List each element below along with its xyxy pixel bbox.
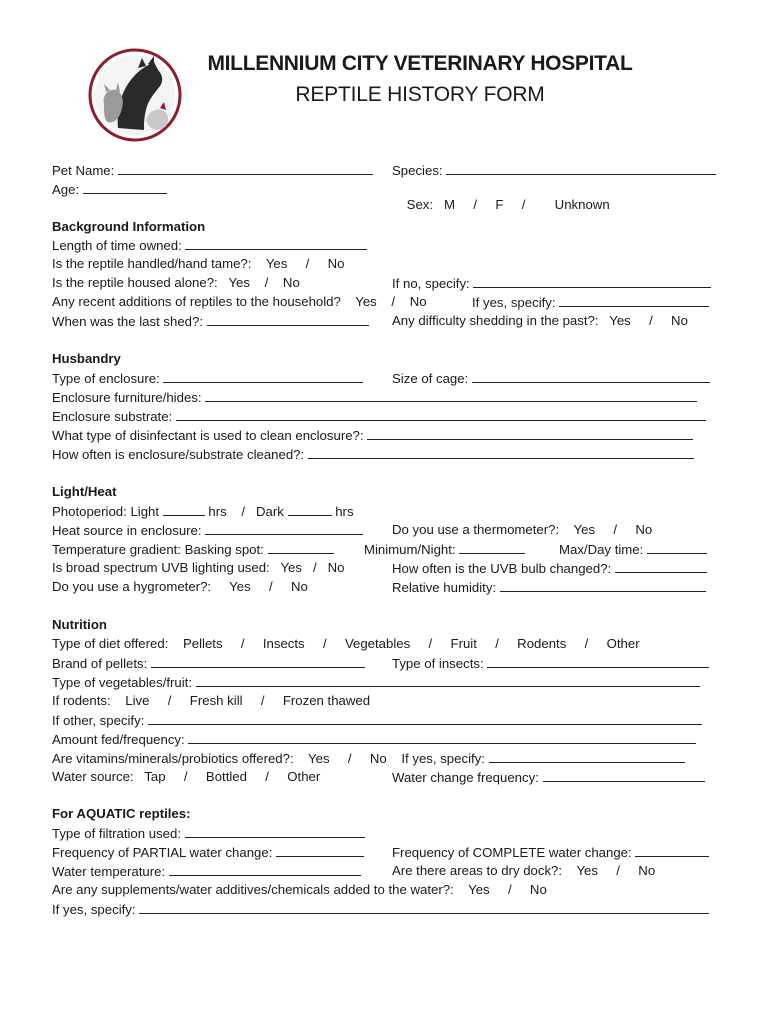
water-temp-label: Water temperature: bbox=[52, 864, 166, 879]
shed-label: When was the last shed?: bbox=[52, 314, 204, 329]
humidity-field[interactable] bbox=[500, 579, 706, 592]
amount-label: Amount fed/frequency: bbox=[52, 732, 185, 747]
age-row bbox=[52, 181, 167, 198]
filtration-label: Type of filtration used: bbox=[52, 826, 182, 841]
species-field[interactable] bbox=[446, 162, 716, 175]
complete-row bbox=[392, 844, 709, 861]
enclosure-row bbox=[52, 370, 363, 387]
insects-label: Type of insects: bbox=[392, 656, 484, 671]
maxday-field[interactable] bbox=[647, 541, 707, 554]
age-label: Age: bbox=[52, 182, 80, 197]
light-hours-field[interactable] bbox=[163, 503, 205, 516]
other-label: If other, specify: bbox=[52, 713, 145, 728]
cleaned-label: How often is enclosure/substrate cleaned?: bbox=[52, 447, 305, 462]
photoperiod-row bbox=[52, 503, 354, 520]
owned-label: Length of time owned: bbox=[52, 238, 182, 253]
amount-row bbox=[52, 731, 696, 748]
age-field[interactable] bbox=[83, 181, 167, 194]
brand-field[interactable] bbox=[151, 655, 365, 668]
gradient-row bbox=[52, 541, 334, 558]
shed-field[interactable] bbox=[207, 313, 369, 326]
sex-options[interactable]: M / F / Unknown bbox=[444, 197, 610, 212]
partial-row bbox=[52, 844, 364, 861]
maxday-row bbox=[559, 541, 707, 558]
rodents-row[interactable]: If rodents: Live / Fresh kill / Frozen thawed bbox=[52, 693, 371, 708]
other-row bbox=[52, 712, 702, 729]
basking-field[interactable] bbox=[268, 541, 334, 554]
filtration-field[interactable] bbox=[185, 825, 365, 838]
recent-ifyes-field[interactable] bbox=[559, 294, 709, 307]
insects-field[interactable] bbox=[487, 655, 709, 668]
maxday-label: Max/Day time: bbox=[559, 542, 644, 557]
ifno-field[interactable] bbox=[473, 275, 711, 288]
sex-label: Sex: bbox=[406, 197, 434, 212]
aquatic-ifyes-row bbox=[52, 901, 709, 918]
insects-row bbox=[392, 655, 709, 672]
uvbchange-row bbox=[392, 560, 707, 577]
substrate-row bbox=[52, 408, 706, 425]
pet-name-field[interactable] bbox=[118, 162, 373, 175]
veg-row bbox=[52, 674, 700, 691]
veg-label: Type of vegetables/fruit: bbox=[52, 675, 193, 690]
recent-row[interactable]: Any recent additions of reptiles to the household? Yes / No bbox=[52, 294, 427, 309]
uvbchange-field[interactable] bbox=[615, 560, 707, 573]
veg-field[interactable] bbox=[196, 674, 700, 687]
pet-name-row bbox=[52, 162, 373, 179]
photoperiod-dark-label: hrs / Dark bbox=[208, 504, 284, 519]
background-heading: Background Information bbox=[52, 219, 206, 234]
owned-row bbox=[52, 237, 367, 254]
water-temp-row bbox=[52, 863, 361, 880]
filtration-row bbox=[52, 825, 365, 842]
page-title: MILLENNIUM CITY VETERINARY HOSPITAL bbox=[207, 52, 633, 75]
aquatic-ifyes-field[interactable] bbox=[139, 901, 709, 914]
species-label: Species: bbox=[392, 163, 443, 178]
animals-logo-icon bbox=[88, 48, 182, 142]
enclosure-label: Type of enclosure: bbox=[52, 371, 160, 386]
complete-label: Frequency of COMPLETE water change: bbox=[392, 845, 632, 860]
ifno-row bbox=[392, 275, 711, 292]
drydock-row[interactable]: Are there areas to dry dock?: Yes / No bbox=[392, 863, 656, 878]
cage-label: Size of cage: bbox=[392, 371, 469, 386]
vitamins-label[interactable]: Are vitamins/minerals/probiotics offered?: Yes / No If yes, specify: bbox=[52, 751, 485, 766]
partial-field[interactable] bbox=[276, 844, 364, 857]
waterchange-label: Water change frequency: bbox=[392, 770, 539, 785]
ifno-label: If no, specify: bbox=[392, 276, 470, 291]
humidity-row bbox=[392, 579, 706, 596]
vitamins-row bbox=[52, 750, 685, 767]
gradient-label: Temperature gradient: Basking spot: bbox=[52, 542, 264, 557]
owned-field[interactable] bbox=[185, 237, 367, 250]
cleaned-row bbox=[52, 446, 694, 463]
brand-row bbox=[52, 655, 365, 672]
minnight-row bbox=[364, 541, 525, 558]
nutrition-heading: Nutrition bbox=[52, 617, 107, 632]
pet-name-label: Pet Name: bbox=[52, 163, 115, 178]
furniture-row bbox=[52, 389, 697, 406]
diet-row[interactable]: Type of diet offered: Pellets / Insects / Vegetables / Fruit / Rodents / Other bbox=[52, 636, 640, 651]
substrate-label: Enclosure substrate: bbox=[52, 409, 173, 424]
disinfectant-label: What type of disinfectant is used to clean enclosure?: bbox=[52, 428, 364, 443]
brand-label: Brand of pellets: bbox=[52, 656, 148, 671]
minnight-field[interactable] bbox=[459, 541, 525, 554]
waterchange-row bbox=[392, 769, 705, 786]
difficulty-row[interactable]: Any difficulty shedding in the past?: Yes / No bbox=[392, 313, 688, 328]
heat-source-field[interactable] bbox=[205, 522, 363, 535]
photoperiod-light-label: Photoperiod: Light bbox=[52, 504, 160, 519]
partial-label: Frequency of PARTIAL water change: bbox=[52, 845, 273, 860]
housed-row[interactable]: Is the reptile housed alone?: Yes / No bbox=[52, 275, 300, 290]
aquatic-ifyes-label: If yes, specify: bbox=[52, 902, 136, 917]
light-heading: Light/Heat bbox=[52, 484, 117, 499]
cleaned-field[interactable] bbox=[308, 446, 694, 459]
uvbchange-label: How often is the UVB bulb changed?: bbox=[392, 561, 612, 576]
page-subtitle: REPTILE HISTORY FORM bbox=[295, 83, 545, 106]
sex-row bbox=[392, 181, 610, 229]
amount-field[interactable] bbox=[188, 731, 696, 744]
enclosure-field[interactable] bbox=[163, 370, 363, 383]
other-field[interactable] bbox=[148, 712, 702, 725]
cage-field[interactable] bbox=[472, 370, 710, 383]
recent-ifyes-row bbox=[472, 294, 709, 311]
furniture-label: Enclosure furniture/hides: bbox=[52, 390, 202, 405]
complete-field[interactable] bbox=[635, 844, 709, 857]
water-temp-field[interactable] bbox=[169, 863, 361, 876]
hygrometer-row[interactable]: Do you use a hygrometer?: Yes / No bbox=[52, 579, 308, 594]
heat-source-row bbox=[52, 522, 363, 539]
aquatic-heading: For AQUATIC reptiles: bbox=[52, 806, 191, 821]
heat-source-label: Heat source in enclosure: bbox=[52, 523, 202, 538]
vitamins-field[interactable] bbox=[489, 750, 685, 763]
supplements-row[interactable]: Are any supplements/water additives/chemicals added to the water?: Yes / No bbox=[52, 882, 547, 897]
water-source-row[interactable]: Water source: Tap / Bottled / Other bbox=[52, 769, 321, 784]
disinfectant-field[interactable] bbox=[367, 427, 693, 440]
uvb-row[interactable]: Is broad spectrum UVB lighting used: Yes / No bbox=[52, 560, 345, 575]
waterchange-field[interactable] bbox=[543, 769, 705, 782]
humidity-label: Relative humidity: bbox=[392, 580, 497, 595]
recent-ifyes-label: If yes, specify: bbox=[472, 295, 556, 310]
thermometer-row[interactable]: Do you use a thermometer?: Yes / No bbox=[392, 522, 653, 537]
species-row bbox=[392, 162, 716, 179]
furniture-field[interactable] bbox=[205, 389, 697, 402]
disinfectant-row bbox=[52, 427, 693, 444]
minnight-label: Minimum/Night: bbox=[364, 542, 456, 557]
shed-row bbox=[52, 313, 369, 330]
husbandry-heading: Husbandry bbox=[52, 351, 121, 366]
dark-hours-field[interactable] bbox=[288, 503, 332, 516]
photoperiod-hrs-label: hrs bbox=[335, 504, 354, 519]
substrate-field[interactable] bbox=[176, 408, 706, 421]
handled-row[interactable]: Is the reptile handled/hand tame?: Yes / No bbox=[52, 256, 345, 271]
cage-row bbox=[392, 370, 710, 387]
